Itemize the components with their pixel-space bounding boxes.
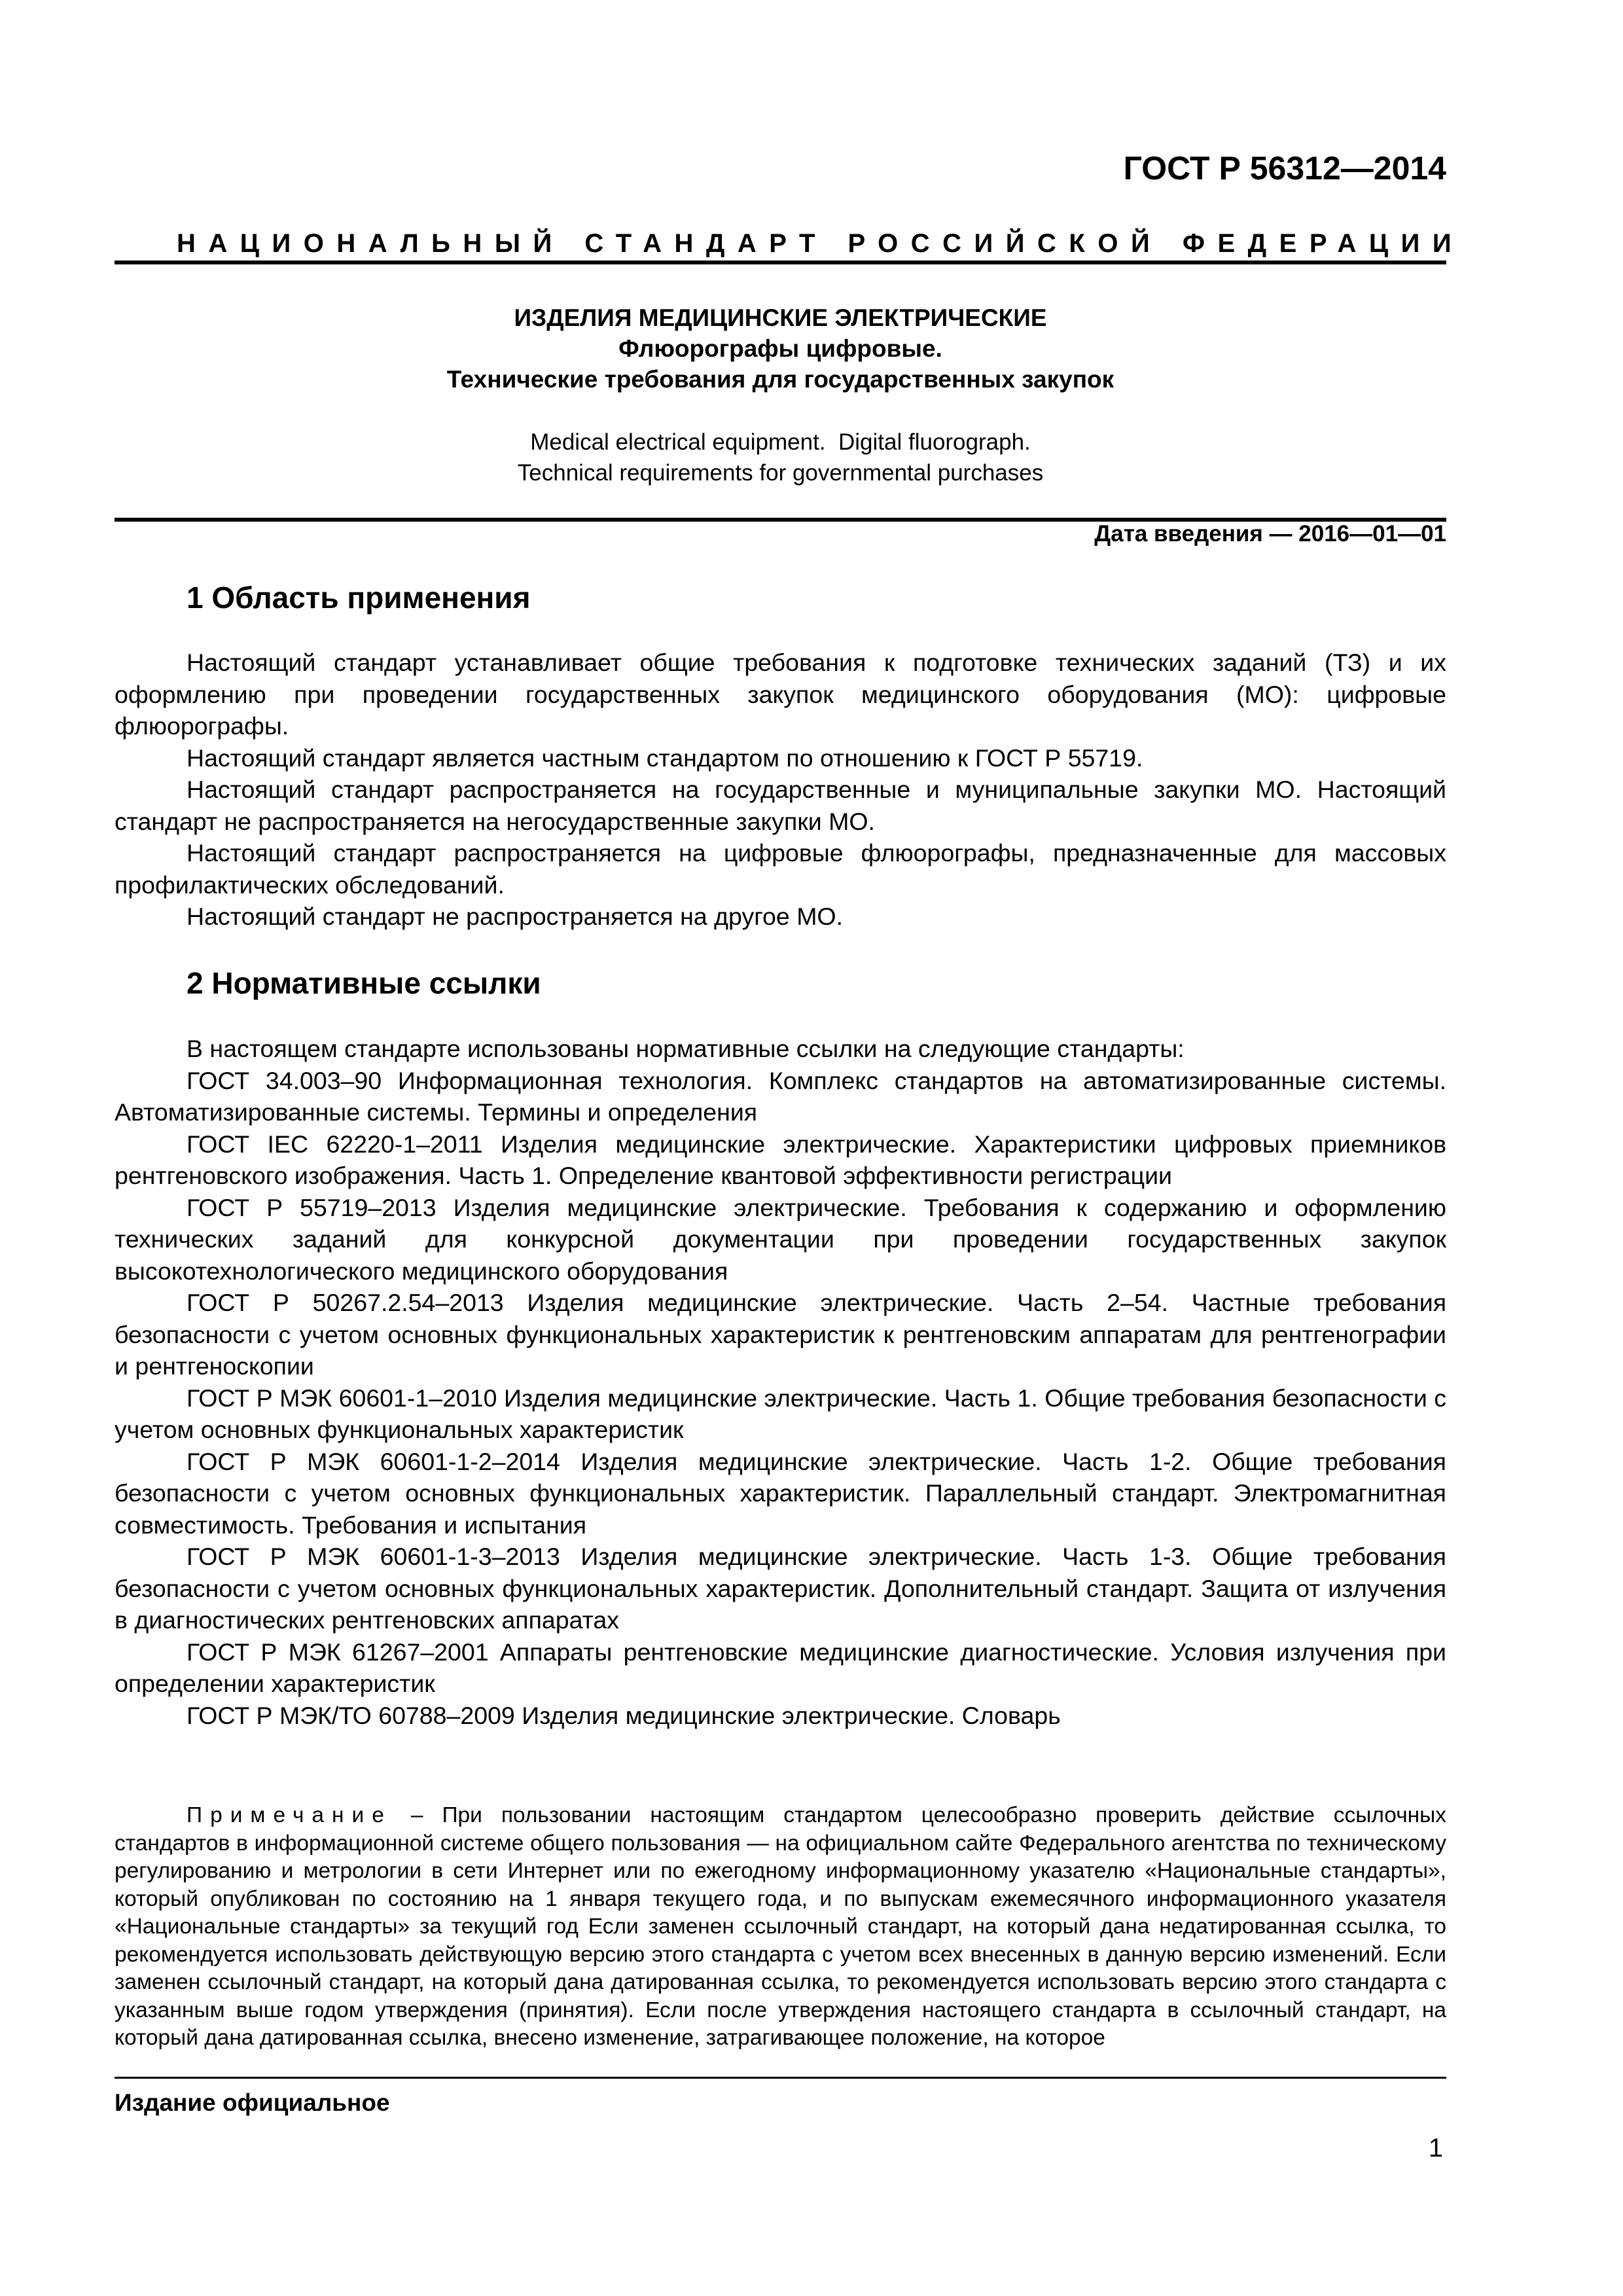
title-ru-line-3: Технические требования для государственных закупок bbox=[446, 366, 1115, 393]
reference-item: ГОСТ Р МЭК 60601-1-3–2013 Изделия медицинские электрические. Часть 1-3. Общие требования безопасности с учетом основных функциональных характеристик. Дополнительный стандарт. Защита от излучения в диагностических рентгеновских аппаратах bbox=[115, 1543, 1446, 1634]
title-en-line-2: Technical requirements for governmental purchases bbox=[517, 460, 1044, 486]
section-2-heading: 2 Нормативные ссылки bbox=[187, 966, 541, 1000]
reference-item: ГОСТ Р 55719–2013 Изделия медицинские электрические. Требования к содержанию и оформлению технических заданий для конкурсной документации при проведении государственных закупок высокотехнологического медицинского оборудования bbox=[115, 1193, 1446, 1285]
title-ru-line-2: Флюорографы цифровые. bbox=[618, 335, 942, 362]
reference-item: ГОСТ Р МЭК 61267–2001 Аппараты рентгеновские медицинские диагностические. Условия излучения при определении характеристик bbox=[115, 1638, 1446, 1697]
gost-number: ГОСТ Р 56312—2014 bbox=[1123, 150, 1446, 187]
reference-item: ГОСТ Р МЭК 60601-1–2010 Изделия медицинские электрические. Часть 1. Общие требования безопасности с учетом основных функциональных характеристик bbox=[115, 1384, 1446, 1443]
reference-item: ГОСТ 34.003–90 Информационная технология. Комплекс стандартов на автоматизированные системы. Автоматизированные системы. Термины и определения bbox=[115, 1066, 1446, 1126]
edition-label: Издание официальное bbox=[115, 2089, 390, 2116]
national-standard-banner: НАЦИОНАЛЬНЫЙ СТАНДАРТ РОССИЙСКОЙ ФЕДЕРАЦИИ bbox=[177, 229, 1465, 258]
note-block bbox=[115, 1802, 1446, 2053]
paragraph: Настоящий стандарт не распространяется на другое МО. bbox=[187, 903, 844, 930]
references-intro: В настоящем стандарте использованы нормативные ссылки на следующие стандарты: bbox=[187, 1035, 1185, 1062]
section-2-body bbox=[115, 1033, 1446, 1731]
paragraph: Настоящий стандарт распространяется на государственные и муниципальные закупки МО. Настоящий стандарт не распространяется на негосударственные закупки МО. bbox=[115, 776, 1446, 835]
title-ru-line-1: ИЗДЕЛИЯ МЕДИЦИНСКИЕ ЭЛЕКТРИЧЕСКИЕ bbox=[514, 304, 1047, 331]
paragraph: Настоящий стандарт устанавливает общие требования к подготовке технических заданий (ТЗ) и их оформлению при проведении государственных закупок медицинского оборудования (МО): цифровые флюорографы. bbox=[115, 649, 1446, 740]
page-number: 1 bbox=[1428, 2134, 1443, 2162]
reference-item: ГОСТ Р МЭК/ТО 60788–2009 Изделия медицинские электрические. Словарь bbox=[187, 1701, 1061, 1729]
paragraph: Настоящий стандарт является частным стандартом по отношению к ГОСТ Р 55719. bbox=[187, 744, 1143, 772]
section-1-body bbox=[115, 647, 1446, 933]
document-title-english bbox=[115, 427, 1446, 488]
note-lead: Примечание bbox=[187, 1803, 392, 1827]
footer-divider bbox=[115, 2077, 1446, 2079]
section-1-heading: 1 Область применения bbox=[187, 581, 531, 615]
header-divider bbox=[115, 260, 1446, 264]
introduction-date: Дата введения — 2016—01—01 bbox=[1094, 521, 1446, 547]
reference-item: ГОСТ Р МЭК 60601-1-2–2014 Изделия медицинские электрические. Часть 1-2. Общие требования безопасности с учетом основных функциональных характеристик. Параллельный стандарт. Электромагнитная совместимость. Требования и испытания bbox=[115, 1447, 1446, 1539]
reference-item: ГОСТ Р 50267.2.54–2013 Изделия медицинские электрические. Часть 2–54. Частные требования безопасности с учетом основных функциональных характеристик к рентгеновским аппаратам для рентгенографии и рентгеноскопии bbox=[115, 1289, 1446, 1380]
title-en-line-1: Medical electrical equipment. Digital fluorograph. bbox=[530, 429, 1031, 455]
paragraph: Настоящий стандарт распространяется на цифровые флюорографы, предназначенные для массовых профилактических обследований. bbox=[115, 839, 1446, 899]
document-title bbox=[115, 302, 1446, 395]
reference-item: ГОСТ IEC 62220-1–2011 Изделия медицинские электрические. Характеристики цифровых приемников рентгеновского изображения. Часть 1. Определение квантовой эффективности регистрации bbox=[115, 1130, 1446, 1189]
note-text: – При пользовании настоящим стандартом целесообразно проверить действие ссылочных стандартов в информационной системе общего пользования — на официальном сайте Федерального агентства по техническому регулированию и метрологии в сети Интернет или по ежегодному информационному указателю «Национальные стандарты», который опубликован по состоянию на 1 января текущего года, и по выпускам ежемесячного информационного указателя «Национальные стандарты» за текущий год Если заменен ссылочный стандарт, на который дана недатированная ссылка, то рекомендуется использовать действующую версию этого стандарта с учетом всех внесенных в данную версию изменений. Если заменен ссылочный стандарт, на который дана датированная ссылка, то рекомендуется использовать версию этого стандарта с указанным выше годом утверждения (принятия). Если после утверждения настоящего стандарта в ссылочный стандарт, на который дана датированная ссылка, внесено изменение, затрагивающее положение, на которое bbox=[115, 1803, 1446, 2050]
